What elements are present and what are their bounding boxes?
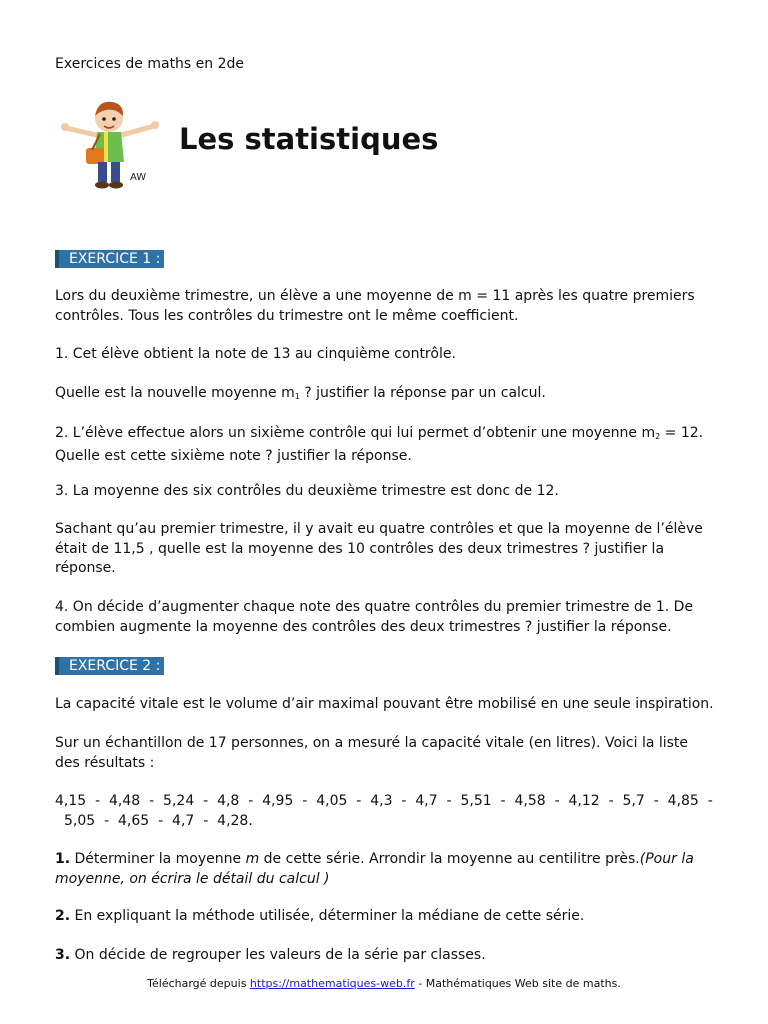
exercise-1-question-4: 4. On décide d’augmenter chaque note des quatre contrôles du premier trimestre de 1. De combien augmente la moyenne des contrôles des deux trimestres ? justifier la réponse.: [55, 599, 694, 635]
exercise-2-values-line-1: 4,15 - 4,48 - 5,24 - 4,8 - 4,95 - 4,05 - 4,3 - 4,7 - 5,51 - 4,58 - 4,12 - 5,7 - 4,85 -: [55, 793, 713, 809]
exercise-2-question-1: 1. Déterminer la moyenne m de cette série. Arrondir la moyenne au centilitre près.(Pour la moyenne, on écrira le détail du calcul ): [55, 851, 694, 887]
exercise-2-question-2: 2. En expliquant la méthode utilisée, déterminer la médiane de cette série.: [55, 908, 585, 924]
exercise-1-question-1: 1. Cet élève obtient la note de 13 au cinquième contrôle.: [55, 346, 456, 362]
exercise-1-question-3b: Sachant qu’au premier trimestre, il y avait eu quatre contrôles et que la moyenne de l’élève était de 11,5 , quelle est la moyenne des 10 contrôles des deux trimestres ? justifier la réponse.: [55, 521, 703, 576]
exercise-1-heading: EXERCICE 1 :: [55, 250, 164, 268]
exercise-2-sample: Sur un échantillon de 17 personnes, on a mesuré la capacité vitale (en litres). Voici la liste des résultats :: [55, 735, 689, 771]
exercise-1-question-2: 2. L’élève effectue alors un sixième contrôle qui lui permet d’obtenir une moyenne $m_2 = 12$. Quelle est cette sixième note ? justifier la réponse.: [55, 425, 704, 464]
exercise-2-values-line-2: 5,05 - 4,65 - 4,7 - 4,28.: [64, 813, 253, 829]
page-footer: Téléchargé depuis https://mathematiques-web.fr - Mathématiques Web site de maths.: [147, 977, 621, 990]
exercise-2-question-3: 3. On décide de regrouper les valeurs de la série par classes.: [55, 947, 486, 963]
exercise-1-question-1b: Quelle est la nouvelle moyenne $m_1$ ? justifier la réponse par un calcul.: [55, 385, 546, 401]
exercise-2-heading: EXERCICE 2 :: [55, 657, 164, 675]
footer-site-link[interactable]: https://mathematiques-web.fr: [249, 977, 415, 990]
exercise-2-intro: La capacité vitale est le volume d’air maximal pouvant être mobilisé en une seule inspiration.: [55, 696, 714, 712]
student-mascot-image: [60, 96, 162, 192]
page-subtitle: Exercices de maths en 2de: [55, 56, 245, 72]
page-title: Les statistiques: [179, 122, 439, 156]
exercise-1-intro: Lors du deuxième trimestre, un élève a une moyenne de m = 11 après les quatre premiers contrôles. Tous les contrôles du trimestre ont le même coefficient.: [55, 288, 695, 324]
exercise-1-question-3: 3. La moyenne des six contrôles du deuxième trimestre est donc de 12.: [55, 483, 559, 499]
svg-text:AW: AW: [130, 172, 147, 183]
